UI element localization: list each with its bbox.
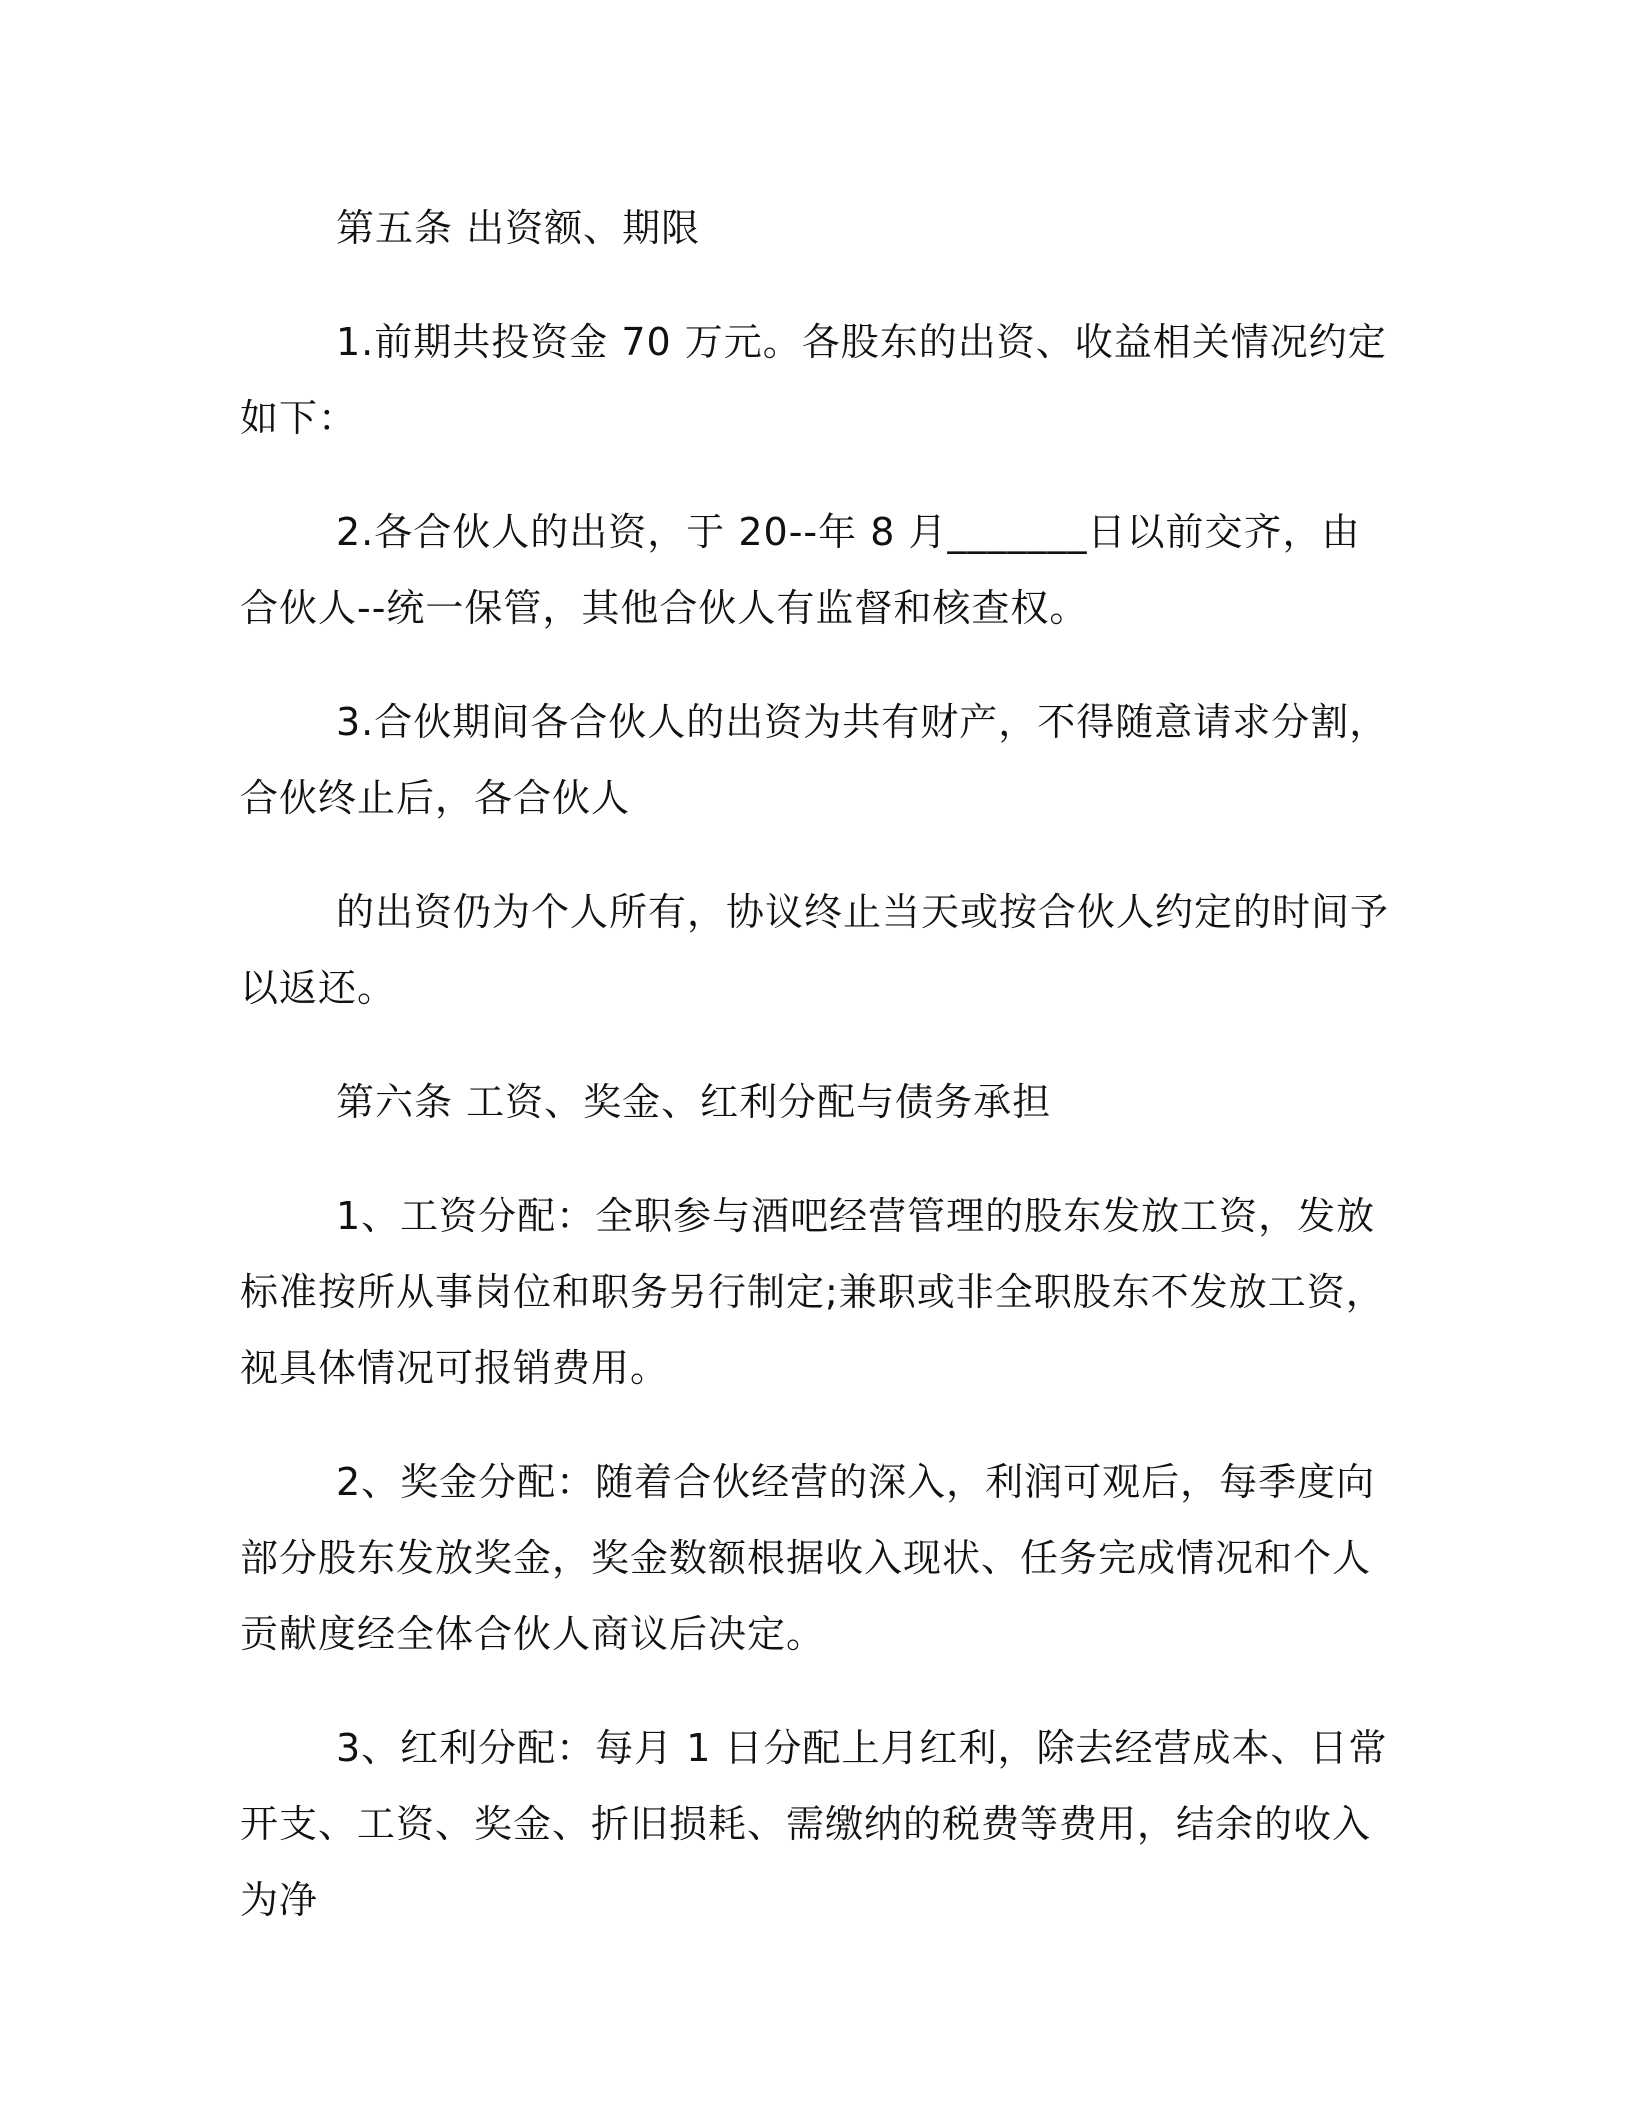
article-5-clause-1: 1.前期共投资金 70 万元。各股东的出资、收益相关情况约定如下：	[240, 320, 1387, 440]
article-5-clause-3-continued: 的出资仍为个人所有，协议终止当天或按合伙人约定的时间予以返还。	[240, 890, 1390, 1010]
article-6-heading: 第六条 工资、奖金、红利分配与债务承担	[336, 1080, 1052, 1124]
article-6-clause-1: 1、工资分配：全职参与酒吧经营管理的股东发放工资，发放标准按所从事岗位和职务另行制定;兼职或非全职股东不发放工资，视具体情况可报销费用。	[240, 1194, 1385, 1390]
document-body	[240, 190, 1392, 1976]
article-6-clause-2: 2、奖金分配：随着合伙经营的深入，利润可观后，每季度向部分股东发放奖金，奖金数额根据收入现状、任务完成情况和个人贡献度经全体合伙人商议后决定。	[240, 1460, 1376, 1656]
article-5-clause-3: 3.合伙期间各合伙人的出资为共有财产，不得随意请求分割，合伙终止后，各合伙人	[240, 700, 1389, 820]
article-6-clause-3: 3、红利分配：每月 1 日分配上月红利，除去经营成本、日常开支、工资、奖金、折旧损耗、需缴纳的税费等费用，结余的收入为净	[240, 1726, 1388, 1922]
article-5-heading: 第五条 出资额、期限	[336, 206, 701, 250]
article-5-clause-2: 2.各合伙人的出资，于 20--年 8 月_______日以前交齐，由合伙人--统一保管，其他合伙人有监督和核查权。	[240, 510, 1361, 630]
